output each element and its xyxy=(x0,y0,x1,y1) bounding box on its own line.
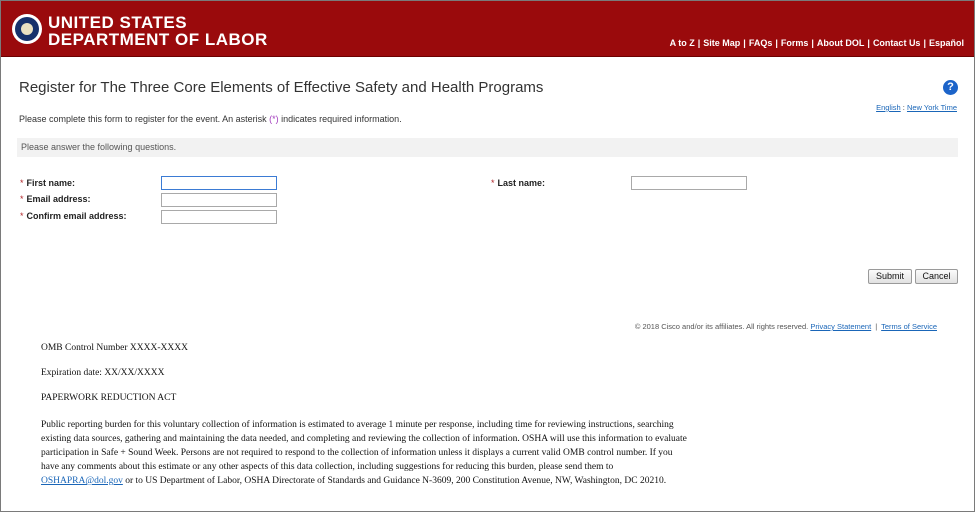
footer-copyright xyxy=(635,322,937,331)
locale-separator: : xyxy=(902,103,905,112)
submit-button[interactable]: Submit xyxy=(868,269,912,284)
top-nav xyxy=(670,38,964,48)
site-header xyxy=(1,1,974,57)
email-label xyxy=(20,194,91,204)
footer-separator: | xyxy=(875,322,878,331)
brand-line1[interactable]: UNITED STATES xyxy=(48,13,188,32)
nav-separator: | xyxy=(743,38,746,48)
brand-line2[interactable]: DEPARTMENT OF LABOR xyxy=(48,30,268,49)
last-name-input[interactable] xyxy=(631,176,747,190)
nav-site-map[interactable]: Site Map xyxy=(703,38,741,48)
intro-text-after: indicates required information. xyxy=(278,114,402,124)
timezone-link[interactable]: New York Time xyxy=(906,103,957,112)
first-name-label-text: First name: xyxy=(26,178,76,188)
nav-separator: | xyxy=(867,38,870,48)
required-marker: * xyxy=(20,194,24,204)
nav-contact-us[interactable]: Contact Us xyxy=(872,38,921,48)
language-link[interactable]: English xyxy=(876,103,901,112)
page-title: Register for The Three Core Elements of Effective Safety and Health Programs xyxy=(19,79,544,96)
nav-separator: | xyxy=(775,38,778,48)
confirm-email-input[interactable] xyxy=(161,210,277,224)
burden-text-after: or to US Department of Labor, OSHA Directorate of Standards and Guidance N-3609, 200 Constitution Avenue, NW, Washington, DC 20210. xyxy=(122,476,667,486)
intro-text-before: Please complete this form to register for the event. An asterisk xyxy=(19,114,270,124)
email-label-text: Email address: xyxy=(26,194,91,204)
section-heading: Please answer the following questions. xyxy=(21,142,177,152)
confirm-email-label-text: Confirm email address: xyxy=(26,211,127,221)
seal-ring xyxy=(15,17,39,41)
first-name-input[interactable] xyxy=(161,176,277,190)
section-heading-bar xyxy=(17,138,958,157)
cancel-button[interactable]: Cancel xyxy=(915,269,958,284)
locale-links xyxy=(876,103,957,112)
omb-control-number: OMB Control Number XXXX-XXXX xyxy=(41,343,188,353)
seal-center xyxy=(21,23,33,35)
required-marker: * xyxy=(20,178,24,188)
last-name-label xyxy=(491,178,545,188)
form-instructions xyxy=(19,114,402,124)
paperwork-act-title: PAPERWORK REDUCTION ACT xyxy=(41,393,177,403)
nav-separator: | xyxy=(923,38,926,48)
required-marker: * xyxy=(20,211,24,221)
required-marker: * xyxy=(491,178,495,188)
burden-text-before: Public reporting burden for this voluntary collection of information is estimated to average 1 minute per response, including time for reviewing instructions, searching existing data sources, gathering and maintaining the data needed, and completing and reviewing the collection of information. OSHA will use this information to evaluate participation in Safe + Sound Week. Persons are not required to respond to the collection of information unless it displays a current valid OMB control number. If you have any comments about this estimate or any other aspects of this data collection, including suggestions for reducing this burden, please send them to xyxy=(41,420,687,472)
last-name-label-text: Last name: xyxy=(497,178,546,188)
nav-forms[interactable]: Forms xyxy=(780,38,809,48)
terms-of-service-link[interactable]: Terms of Service xyxy=(881,322,937,331)
nav-separator: | xyxy=(811,38,814,48)
burden-statement xyxy=(41,418,691,488)
help-icon[interactable]: ? xyxy=(943,80,958,95)
intro-asterisk: (*) xyxy=(269,114,279,124)
expiration-date: Expiration date: XX/XX/XXXX xyxy=(41,368,165,378)
osha-email-link[interactable]: OSHAPRA@dol.gov xyxy=(41,476,123,486)
dol-seal-icon[interactable] xyxy=(12,14,42,44)
first-name-label xyxy=(20,178,75,188)
nav-separator: | xyxy=(697,38,701,48)
copyright-text: © 2018 Cisco and/or its affiliates. All rights reserved. xyxy=(634,322,809,331)
nav-about-dol[interactable]: About DOL xyxy=(816,38,865,48)
nav-espanol[interactable]: Español xyxy=(928,38,964,48)
privacy-statement-link[interactable]: Privacy Statement xyxy=(810,322,872,331)
nav-a-to-z[interactable]: A to Z xyxy=(669,38,695,48)
email-input[interactable] xyxy=(161,193,277,207)
confirm-email-label xyxy=(20,211,127,221)
nav-faqs[interactable]: FAQs xyxy=(748,38,773,48)
